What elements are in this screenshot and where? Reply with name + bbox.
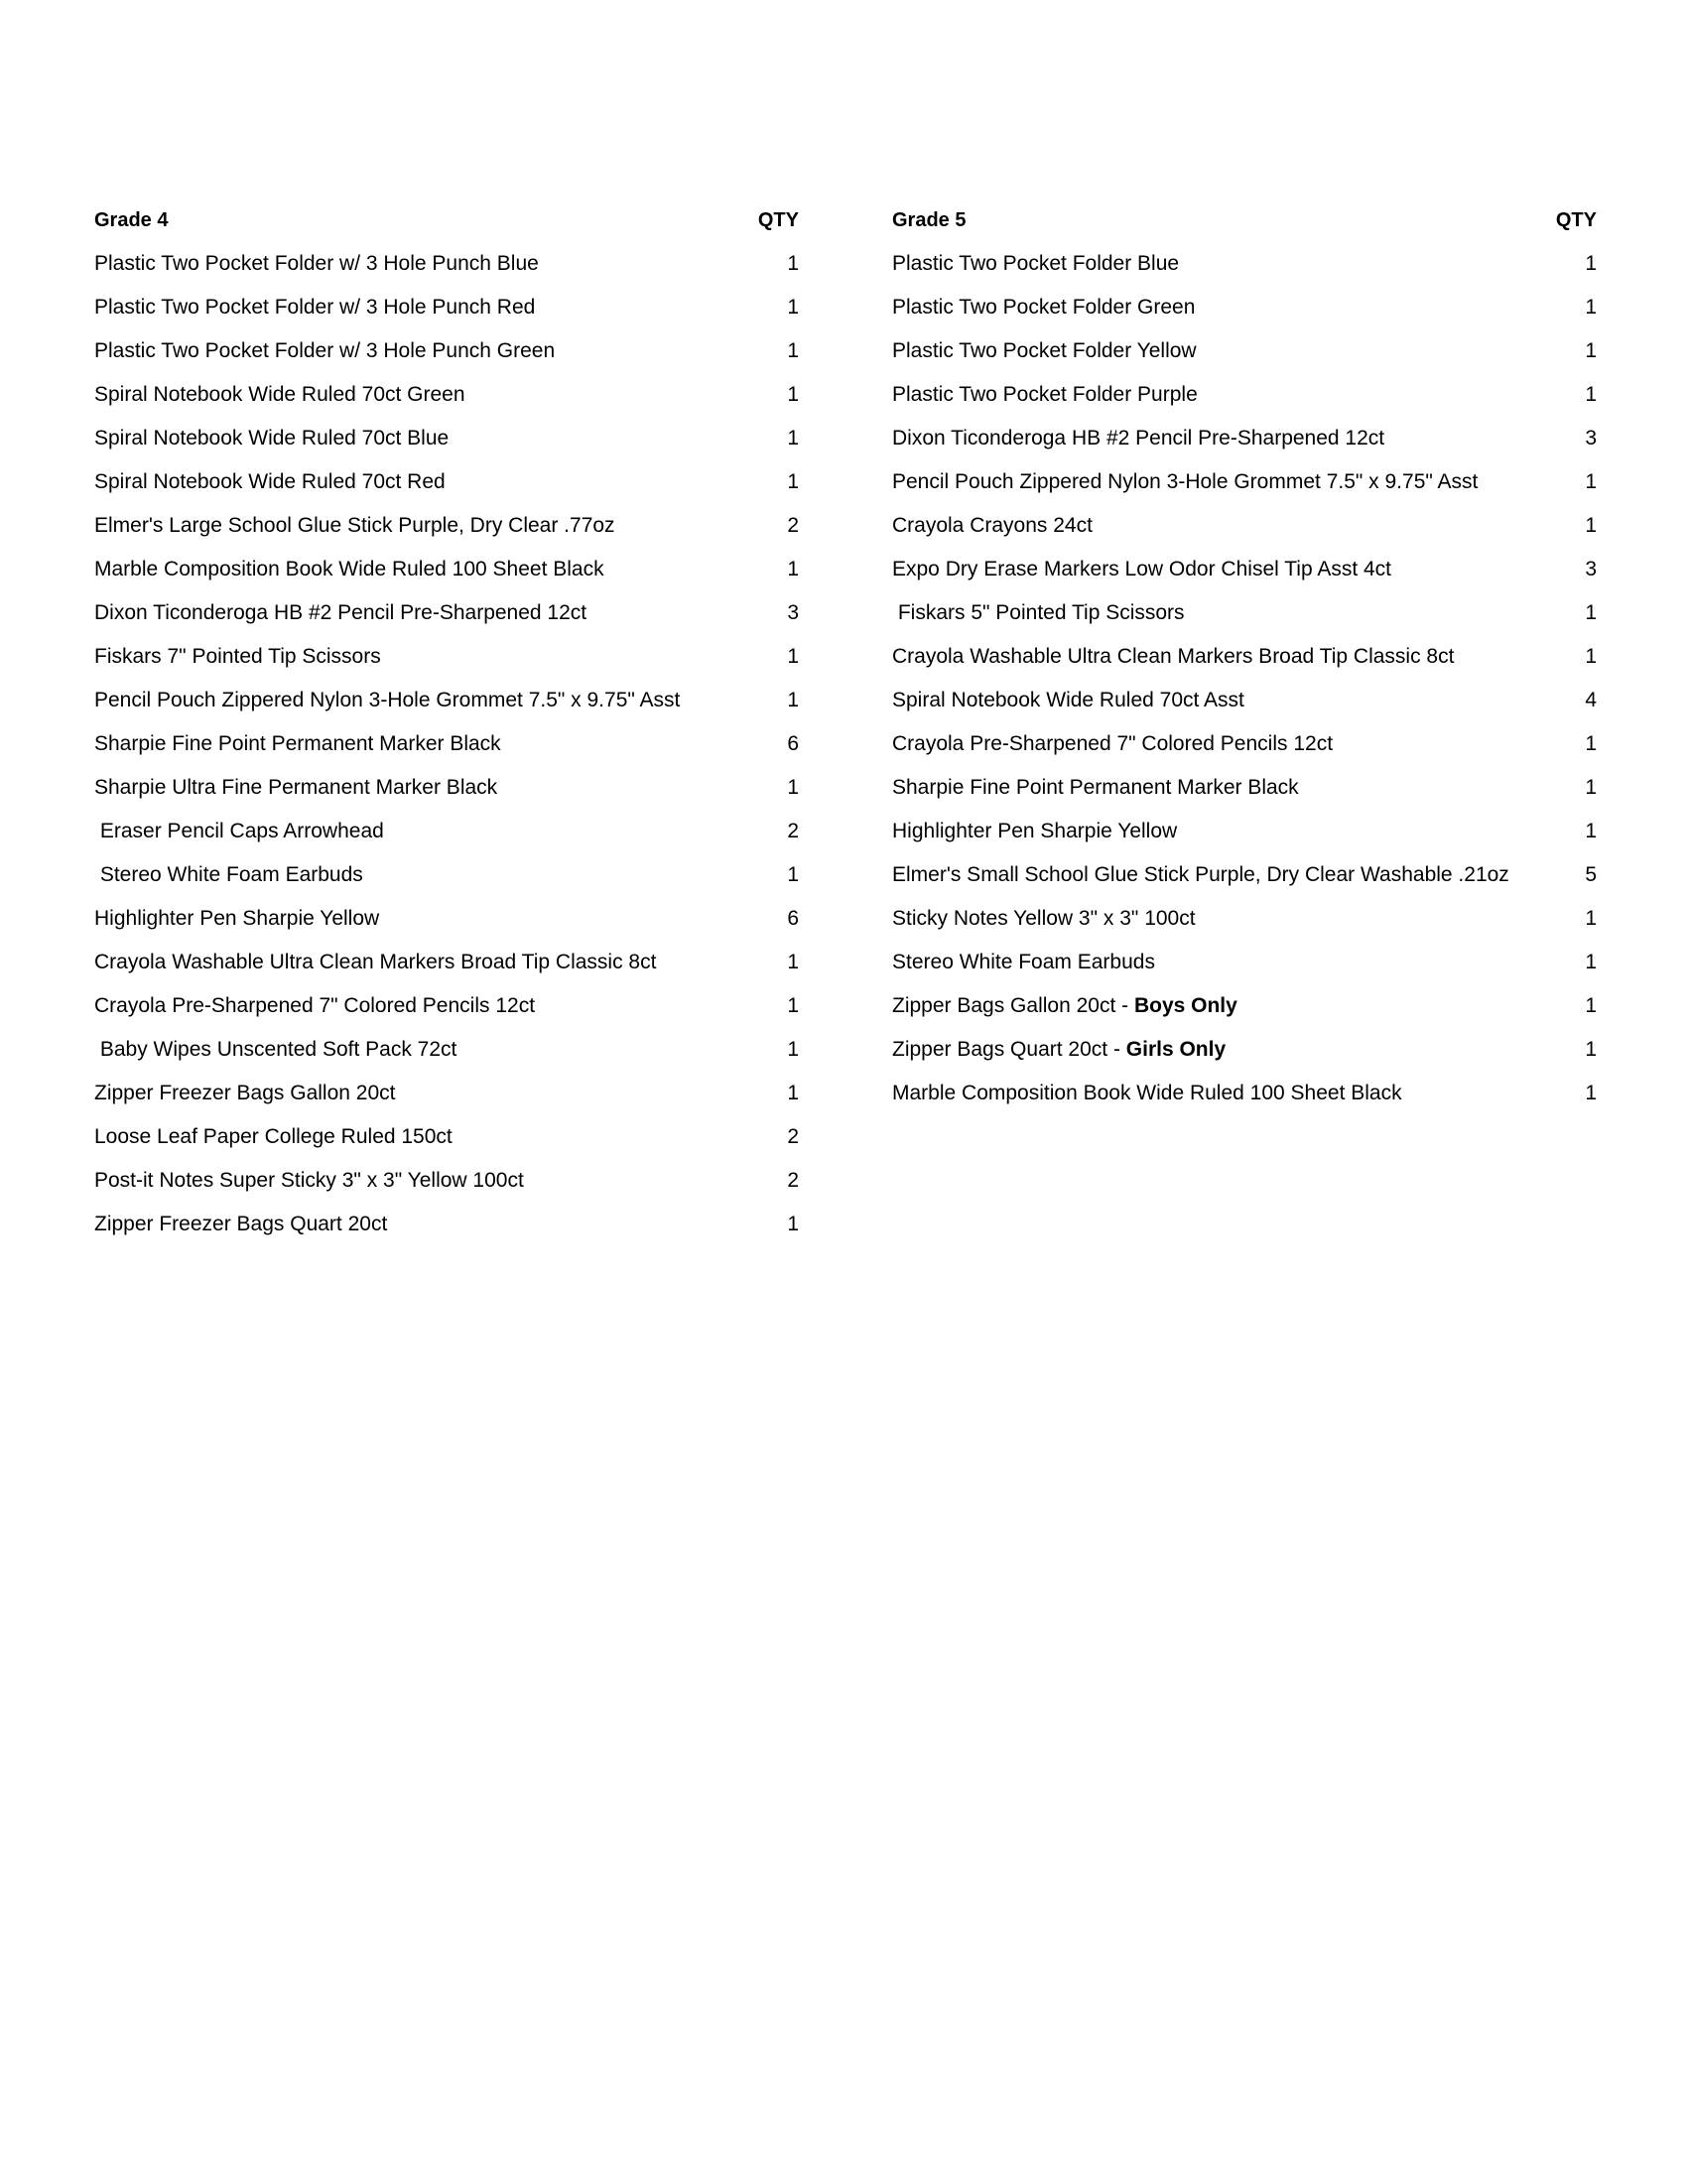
grade-4-title: Grade 4 — [94, 209, 169, 231]
item-name-text: Highlighter Pen Sharpie Yellow — [892, 820, 1178, 842]
item-name — [94, 420, 729, 457]
item-name-text: Crayola Washable Ultra Clean Markers Broad Tip Classic 8ct — [94, 951, 657, 973]
item-name — [892, 769, 1527, 807]
item-name — [94, 1031, 729, 1069]
item-name — [94, 332, 729, 370]
item-name-text: Sticky Notes Yellow 3" x 3" 100ct — [892, 907, 1196, 930]
item-name — [94, 245, 729, 283]
list-item — [94, 725, 799, 769]
item-name-text: Pencil Pouch Zippered Nylon 3-Hole Grommet 7.5" x 9.75" Asst — [892, 470, 1479, 493]
list-item — [94, 769, 799, 813]
item-name — [94, 638, 729, 676]
item-qty: 3 — [1585, 427, 1597, 450]
list-item — [892, 1031, 1597, 1075]
item-name-text: Plastic Two Pocket Folder w/ 3 Hole Punch Green — [94, 339, 556, 362]
list-item — [892, 944, 1597, 987]
list-item — [892, 420, 1597, 463]
item-qty: 3 — [1585, 558, 1597, 580]
list-item — [94, 1206, 799, 1249]
item-qty: 1 — [787, 296, 799, 319]
item-qty: 1 — [787, 558, 799, 580]
item-name — [892, 1075, 1527, 1112]
item-qty: 1 — [787, 1038, 799, 1061]
list-item — [892, 813, 1597, 856]
list-item — [892, 376, 1597, 420]
item-qty: 6 — [787, 732, 799, 755]
item-name-text: Fiskars 7" Pointed Tip Scissors — [94, 645, 381, 668]
item-qty: 1 — [1585, 732, 1597, 755]
item-name-text: Post-it Notes Super Sticky 3" x 3" Yellow 100ct — [94, 1169, 524, 1192]
item-name-text: Stereo White Foam Earbuds — [892, 951, 1155, 973]
item-name-text: Spiral Notebook Wide Ruled 70ct Green — [94, 383, 465, 406]
grade-5-title: Grade 5 — [892, 209, 967, 231]
list-item — [94, 682, 799, 725]
grade-5-items — [892, 245, 1597, 1118]
item-name — [94, 1118, 729, 1156]
item-name — [892, 420, 1527, 457]
item-name-emphasis: Boys Only — [1133, 994, 1237, 1017]
list-item — [94, 987, 799, 1031]
list-item — [94, 332, 799, 376]
grade-5-list — [892, 201, 1597, 1118]
list-item — [892, 463, 1597, 507]
item-name — [94, 289, 729, 326]
item-name — [94, 551, 729, 588]
item-name-text: Plastic Two Pocket Folder w/ 3 Hole Punch Red — [94, 296, 536, 319]
item-name — [892, 944, 1527, 981]
item-qty: 1 — [787, 1082, 799, 1104]
item-name — [892, 682, 1527, 719]
item-qty: 1 — [787, 645, 799, 668]
item-name-text: Expo Dry Erase Markers Low Odor Chisel Tip Asst 4ct — [892, 558, 1392, 580]
item-name-text: Sharpie Fine Point Permanent Marker Black — [94, 732, 501, 755]
item-qty: 1 — [787, 252, 799, 275]
item-name-text: Crayola Pre-Sharpened 7" Colored Pencils 12ct — [94, 994, 536, 1017]
item-name-text: Dixon Ticonderoga HB #2 Pencil Pre-Sharpened 12ct — [94, 601, 587, 624]
item-qty: 1 — [1585, 514, 1597, 537]
item-name — [892, 900, 1527, 938]
list-item — [892, 594, 1597, 638]
item-name-text: Stereo White Foam Earbuds — [94, 863, 363, 886]
item-qty: 2 — [787, 1169, 799, 1192]
list-item — [94, 1075, 799, 1118]
list-item — [94, 1118, 799, 1162]
list-item — [892, 551, 1597, 594]
item-qty: 1 — [1585, 907, 1597, 930]
item-qty: 1 — [1585, 820, 1597, 842]
item-name — [94, 813, 729, 850]
item-name — [892, 987, 1527, 1025]
item-name — [892, 463, 1527, 501]
item-name — [94, 376, 729, 414]
item-qty: 6 — [787, 907, 799, 930]
item-name-text: Dixon Ticonderoga HB #2 Pencil Pre-Sharpened 12ct — [892, 427, 1385, 450]
list-item — [892, 987, 1597, 1031]
item-name-text: Spiral Notebook Wide Ruled 70ct Red — [94, 470, 446, 493]
item-name-text: Highlighter Pen Sharpie Yellow — [94, 907, 380, 930]
item-name-emphasis: Girls Only — [1125, 1038, 1227, 1061]
grade-4-items — [94, 245, 799, 1249]
item-qty: 1 — [787, 470, 799, 493]
item-name — [94, 682, 729, 719]
item-qty: 1 — [1585, 951, 1597, 973]
item-name — [892, 551, 1527, 588]
item-name-text: Plastic Two Pocket Folder Purple — [892, 383, 1198, 406]
list-item — [94, 856, 799, 900]
list-item — [94, 551, 799, 594]
item-name-text: Marble Composition Book Wide Ruled 100 Sheet Black — [892, 1082, 1402, 1104]
item-name — [94, 900, 729, 938]
item-name — [892, 1031, 1527, 1069]
list-item — [892, 856, 1597, 900]
item-qty: 1 — [787, 1213, 799, 1235]
item-name-text: Spiral Notebook Wide Ruled 70ct Asst — [892, 689, 1244, 711]
item-qty: 1 — [1585, 645, 1597, 668]
grade-4-header — [94, 201, 799, 245]
item-qty: 1 — [1585, 339, 1597, 362]
item-name — [94, 507, 729, 545]
list-item — [892, 769, 1597, 813]
item-qty: 3 — [787, 601, 799, 624]
item-qty: 1 — [1585, 296, 1597, 319]
item-name — [94, 1075, 729, 1112]
item-name-text: Loose Leaf Paper College Ruled 150ct — [94, 1125, 453, 1148]
item-name-text: Spiral Notebook Wide Ruled 70ct Blue — [94, 427, 450, 450]
item-qty: 1 — [787, 951, 799, 973]
item-name-text: Marble Composition Book Wide Ruled 100 Sheet Black — [94, 558, 604, 580]
item-name — [94, 594, 729, 632]
list-item — [892, 507, 1597, 551]
item-name — [892, 289, 1527, 326]
item-name-text: Elmer's Large School Glue Stick Purple, Dry Clear .77oz — [94, 514, 615, 537]
item-name — [94, 856, 729, 894]
item-name-text: Elmer's Small School Glue Stick Purple, Dry Clear Washable .21oz — [892, 863, 1509, 886]
item-qty: 2 — [787, 1125, 799, 1148]
list-item — [94, 507, 799, 551]
list-item — [94, 245, 799, 289]
item-qty: 1 — [787, 383, 799, 406]
item-name-text: Crayola Washable Ultra Clean Markers Broad Tip Classic 8ct — [892, 645, 1455, 668]
item-qty: 1 — [787, 339, 799, 362]
item-qty: 1 — [1585, 776, 1597, 799]
list-item — [94, 1031, 799, 1075]
item-qty: 1 — [1585, 1082, 1597, 1104]
item-qty: 2 — [787, 514, 799, 537]
item-qty: 1 — [1585, 383, 1597, 406]
list-item — [892, 245, 1597, 289]
list-item — [892, 289, 1597, 332]
list-item — [892, 1075, 1597, 1118]
item-name-text: Eraser Pencil Caps Arrowhead — [94, 820, 384, 842]
item-name-text: Plastic Two Pocket Folder Yellow — [892, 339, 1197, 362]
item-qty: 5 — [1585, 863, 1597, 886]
list-item — [94, 463, 799, 507]
grade-5-header — [892, 201, 1597, 245]
item-name-text: Sharpie Fine Point Permanent Marker Black — [892, 776, 1299, 799]
grade-4-qty-label: QTY — [757, 209, 799, 231]
list-item — [94, 1162, 799, 1206]
item-qty: 2 — [787, 820, 799, 842]
item-qty: 4 — [1585, 689, 1597, 711]
item-name — [892, 725, 1527, 763]
item-name — [94, 1162, 729, 1200]
list-item — [94, 420, 799, 463]
item-name-text: Zipper Freezer Bags Gallon 20ct — [94, 1082, 396, 1104]
item-name-text: Zipper Freezer Bags Quart 20ct — [94, 1213, 388, 1235]
list-item — [892, 332, 1597, 376]
item-name — [94, 725, 729, 763]
item-name — [94, 1206, 729, 1243]
list-item — [94, 813, 799, 856]
item-name-text: Zipper Bags Quart 20ct - — [892, 1038, 1126, 1061]
grade-4-list — [94, 201, 799, 1249]
list-item — [892, 682, 1597, 725]
item-name — [94, 463, 729, 501]
item-name — [94, 987, 729, 1025]
list-item — [94, 638, 799, 682]
item-name-text: Plastic Two Pocket Folder w/ 3 Hole Punch Blue — [94, 252, 539, 275]
item-qty: 1 — [1585, 994, 1597, 1017]
item-name — [94, 944, 729, 981]
item-qty: 1 — [1585, 470, 1597, 493]
item-qty: 1 — [787, 427, 799, 450]
list-item — [892, 900, 1597, 944]
list-item — [94, 944, 799, 987]
item-name-text: Pencil Pouch Zippered Nylon 3-Hole Grommet 7.5" x 9.75" Asst — [94, 689, 681, 711]
item-name — [892, 332, 1527, 370]
item-name — [892, 594, 1527, 632]
item-name — [892, 507, 1527, 545]
item-name-text: Sharpie Ultra Fine Permanent Marker Black — [94, 776, 498, 799]
item-name — [892, 245, 1527, 283]
item-name — [892, 638, 1527, 676]
list-item — [94, 900, 799, 944]
item-name — [892, 376, 1527, 414]
list-item — [94, 376, 799, 420]
list-item — [892, 725, 1597, 769]
list-item — [94, 289, 799, 332]
grade-5-qty-label: QTY — [1555, 209, 1597, 231]
item-name-text: Plastic Two Pocket Folder Blue — [892, 252, 1180, 275]
item-name-text: Baby Wipes Unscented Soft Pack 72ct — [94, 1038, 457, 1061]
item-qty: 1 — [787, 994, 799, 1017]
item-name-text: Crayola Pre-Sharpened 7" Colored Pencils 12ct — [892, 732, 1334, 755]
item-name-text: Plastic Two Pocket Folder Green — [892, 296, 1196, 319]
item-name-text: Zipper Bags Gallon 20ct - — [892, 994, 1134, 1017]
item-name-text: Fiskars 5" Pointed Tip Scissors — [892, 601, 1185, 624]
item-name-text: Crayola Crayons 24ct — [892, 514, 1093, 537]
item-qty: 1 — [1585, 1038, 1597, 1061]
item-qty: 1 — [1585, 601, 1597, 624]
item-qty: 1 — [787, 689, 799, 711]
item-name — [892, 856, 1527, 894]
item-qty: 1 — [787, 776, 799, 799]
item-qty: 1 — [1585, 252, 1597, 275]
item-name — [94, 769, 729, 807]
list-item — [892, 638, 1597, 682]
list-item — [94, 594, 799, 638]
item-qty: 1 — [787, 863, 799, 886]
item-name — [892, 813, 1527, 850]
